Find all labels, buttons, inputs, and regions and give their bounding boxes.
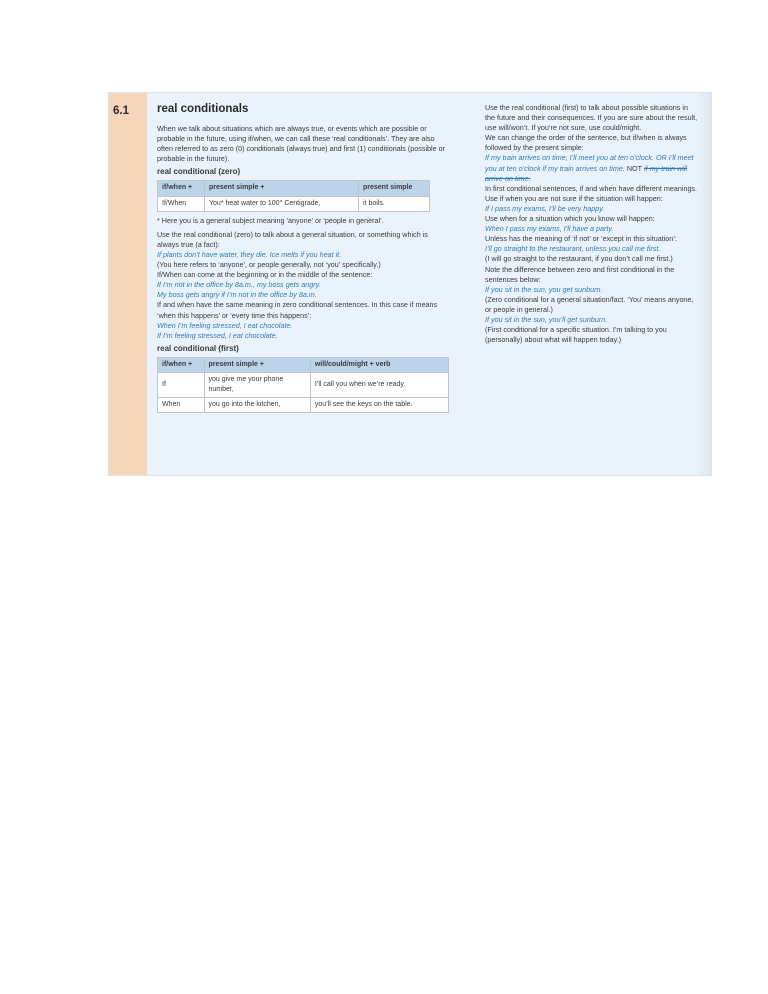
- right-example-5-note: (Zero conditional for a general situation/fact. ‘You’ means anyone, or people in general.): [485, 294, 694, 314]
- zero-example-1: If plants don’t have water, they die. Ice melts if you heat it.: [157, 249, 342, 259]
- right-example-6-note: (First conditional for a specific situation. I’m talking to you (personally) about what will happen today.): [485, 325, 667, 345]
- zero-cell: it boils.: [359, 196, 430, 211]
- right-p1: Use the real conditional (first) to talk about possible situations in the future and their consequences. If you are sure about the result, use will/won’t. If you’re not sure, use could/might.: [485, 103, 698, 133]
- zero-example-3a: When I’m feeling stressed, I eat chocolate.: [157, 320, 293, 330]
- right-example-3: When I pass my exams, I’ll have a party.: [485, 224, 614, 234]
- first-cell: I’ll call you when we’re ready.: [310, 372, 448, 397]
- first-table: [157, 357, 449, 413]
- first-cell: you give me your phone number,: [204, 372, 310, 397]
- right-p5: Unless has the meaning of ‘if not’ or ‘except in this situation’:: [485, 234, 677, 244]
- section-number: 6.1: [113, 105, 129, 117]
- section-title: real conditionals: [157, 103, 249, 115]
- first-cell: you’ll see the keys on the table.: [310, 398, 448, 413]
- right-example-4-note: (I will go straight to the restaurant, if you don’t call me first.): [485, 254, 673, 264]
- footnote: * Here you is a general subject meaning ‘anyone’ or ‘people in general’.: [157, 215, 384, 225]
- zero-example-2a: If I’m not in the office by 8a.m., my boss gets angry.: [157, 280, 321, 290]
- zero-example-3b: If I’m feeling stressed, I eat chocolate.: [157, 330, 278, 340]
- not-label: NOT: [626, 163, 642, 173]
- right-example-5: If you sit in the sun, you get sunburn.: [485, 284, 603, 294]
- right-example-6: If you sit in the sun, you’ll get sunburn.: [485, 314, 608, 324]
- zero-use-text: Use the real conditional (zero) to talk about a general situation, or something which is always true (a fact):: [157, 229, 428, 249]
- first-col-header: will/could/might + verb: [310, 357, 448, 372]
- right-p2: We can change the order of the sentence, but if/when is always followed by the present simple:: [485, 133, 687, 153]
- right-p3: In first conditional sentences, if and when have different meanings. Use if when you are not sure if the situation will happen:: [485, 183, 698, 203]
- panel-edge-shadow: [697, 93, 711, 475]
- zero-col-header: present simple: [359, 181, 430, 196]
- first-cell: you go into the kitchen,: [204, 398, 310, 413]
- zero-example-2b: My boss gets angry if I’m not in the office by 8a.m.: [157, 290, 317, 300]
- right-column: [485, 103, 699, 345]
- right-example-1: [485, 153, 699, 183]
- left-column: [157, 103, 449, 417]
- right-p4: Use when for a situation which you know will happen:: [485, 214, 655, 224]
- same-meaning-text: If and when have the same meaning in zero conditional sentences. In this case if means ‘when this happens’ or ‘every time this happens’:: [157, 300, 438, 320]
- first-col-header: if/when +: [158, 357, 205, 372]
- zero-heading: real conditional (zero): [157, 167, 241, 177]
- zero-col-header: present simple +: [205, 181, 359, 196]
- zero-col-header: if/when +: [158, 181, 205, 196]
- first-cell: If: [158, 372, 205, 397]
- first-heading: real conditional (first): [157, 343, 239, 353]
- right-example-2: If I pass my exams, I’ll be very happy.: [485, 203, 605, 213]
- grammar-panel: [108, 92, 712, 476]
- zero-table: [157, 180, 430, 211]
- first-cell: When: [158, 398, 205, 413]
- right-example-4: I’ll go straight to the restaurant, unless you call me first.: [485, 244, 661, 254]
- zero-cell: If/When: [158, 196, 205, 211]
- example-1-wrong: if my train will arrive on time.: [485, 163, 688, 183]
- position-text: If/When can come at the beginning or in the middle of the sentence:: [157, 270, 373, 280]
- zero-note-1: (You here refers to ‘anyone’, or people generally, not ‘you’ specifically.): [157, 260, 381, 270]
- intro-text: When we talk about situations which are always true, or events which are possible or probable in the future, using if/when, we can call these ‘real conditionals’. They are also often referred to as zero (0) conditionals (always true) and first (1) conditionals (possible or probable in the future).: [157, 124, 446, 164]
- zero-cell: You* heat water to 100° Centigrade,: [205, 196, 359, 211]
- example-1-text: If my train arrives on time, I’ll meet you at ten o’clock. OR I’ll meet you at ten o’clock if my train arrives on time.: [485, 153, 694, 173]
- section-sidebar: [109, 93, 147, 475]
- first-col-header: present simple +: [204, 357, 310, 372]
- right-p6: Note the difference between zero and first conditional in the sentences below:: [485, 264, 675, 284]
